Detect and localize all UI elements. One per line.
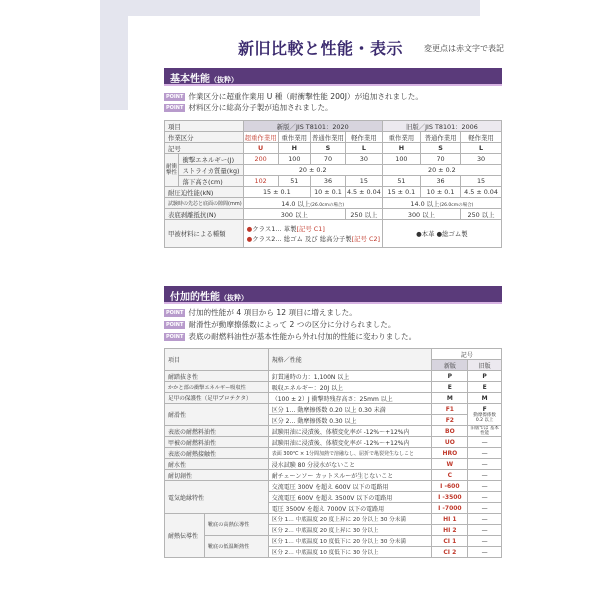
table-corner: 項目 bbox=[165, 121, 244, 132]
section-additional-title: 付加的性能 bbox=[170, 292, 220, 303]
col-header-symbol: 記号 bbox=[432, 349, 502, 360]
point-item bbox=[164, 331, 416, 342]
point-text: 作業区分に超重作業用 U 種（耐衝撃性能 200J）が追加されました。 bbox=[188, 92, 423, 101]
row-spec: 区分 2… 動摩擦係数 0.30 以上 bbox=[268, 415, 432, 426]
cell: L bbox=[461, 143, 502, 154]
col-header-old: 旧版 bbox=[468, 360, 502, 371]
row-spec: 表面 300℃ × 1分間加熱で溶融なし、屈折で亀裂発生なしこと bbox=[268, 448, 432, 459]
point-item bbox=[164, 102, 333, 113]
point-badge: POINT bbox=[166, 309, 184, 316]
material-2: クラス2… 総ゴム 及び 総高分子製 bbox=[252, 234, 352, 243]
new-version-header: 新版／JIS T8101：2020 bbox=[243, 121, 382, 132]
material-2-code: [記号 C2] bbox=[351, 234, 380, 243]
old-symbol-text: F bbox=[482, 406, 487, 413]
row-old-symbol: — bbox=[468, 459, 502, 470]
row-spec: （100 ± 2）J 衝撃時残存高さ：25mm 以上 bbox=[268, 393, 432, 404]
cell: 4.5 ± 0.04 bbox=[461, 187, 502, 198]
cell: 51 bbox=[382, 176, 420, 187]
row-spec: 電圧 3500V を超え 7000V 以下の電路用 bbox=[268, 503, 432, 514]
row-old-symbol: — bbox=[468, 470, 502, 481]
row-sublabel: 靴底の高熱伝導性 bbox=[204, 514, 268, 536]
row-label: 試験時の先芯と底面の隙間(mm) bbox=[165, 198, 244, 209]
point-badge: POINT bbox=[166, 321, 184, 328]
cell: H bbox=[278, 143, 310, 154]
row-new-symbol: P bbox=[432, 371, 468, 382]
material-1-code: [記号 C1] bbox=[296, 224, 325, 233]
cell: U bbox=[243, 143, 278, 154]
cell: L bbox=[345, 143, 382, 154]
row-old-symbol: — bbox=[468, 437, 502, 448]
row-new-symbol: HI 2 bbox=[432, 525, 468, 536]
row-spec: 試験用油に浸漬後、体積変化率が -12%〜+12%内 bbox=[268, 426, 432, 437]
cell: 超重作業用 bbox=[244, 133, 277, 142]
bullet-icon: ● bbox=[246, 224, 253, 233]
row-label: 耐熱伝導性 bbox=[165, 514, 205, 558]
cell: 70 bbox=[311, 154, 346, 165]
row-spec: 区分 1… 中底温度 20 度上昇に 20 分以上 30 分未満 bbox=[268, 514, 432, 525]
row-spec: 交流電圧 300V を超え 600V 以下の電路用 bbox=[268, 481, 432, 492]
slip-note: 動摩擦係数 0.2 以上 bbox=[473, 413, 496, 423]
cell: 重作業用 bbox=[382, 132, 420, 143]
row-spec: 吸収エネルギー：20J 以上 bbox=[268, 382, 432, 393]
row-new-symbol: W bbox=[432, 459, 468, 470]
row-label: 甲被の耐燃料油性 bbox=[165, 437, 269, 448]
row-label: 足甲の保護性（足甲プロテクタ） bbox=[165, 393, 269, 404]
row-label: 耐滑性 bbox=[165, 404, 269, 426]
cell: ●本革 ●総ゴム製 bbox=[382, 220, 501, 248]
row-spec: 区分 1… 中底温度 10 度低下に 20 分以上 30 分未満 bbox=[268, 536, 432, 547]
row-label: 耐踏抜き性 bbox=[165, 371, 269, 382]
gap-value: 14.0 以上 bbox=[281, 199, 311, 208]
row-new-symbol: F1 bbox=[432, 404, 468, 415]
cell: 100 bbox=[382, 154, 420, 165]
cell: 70 bbox=[421, 154, 461, 165]
cell: 軽作業用 bbox=[345, 132, 382, 143]
gap-value: 14.0 以上 bbox=[410, 199, 440, 208]
cell: 10 ± 0.1 bbox=[311, 187, 346, 198]
cell: 250 以上 bbox=[345, 209, 382, 220]
point-text: 付加的性能が 4 項目から 12 項目に増えました。 bbox=[188, 308, 357, 317]
point-text: 材料区分に総高分子製が追加されました。 bbox=[188, 103, 333, 112]
cell: 36 bbox=[421, 176, 461, 187]
cell: 30 bbox=[461, 154, 502, 165]
cell: 36 bbox=[311, 176, 346, 187]
row-old-symbol: P bbox=[468, 371, 502, 382]
row-label: 作業区分 bbox=[165, 132, 244, 143]
point-badge: POINT bbox=[166, 333, 184, 340]
row-new-symbol: I -3500 bbox=[432, 492, 468, 503]
point-badge: POINT bbox=[166, 93, 184, 100]
row-old-symbol: — bbox=[468, 525, 502, 536]
cell: 102 bbox=[243, 176, 278, 187]
page-title: 新旧比較と性能・表示 bbox=[238, 39, 404, 58]
row-old-symbol: E bbox=[468, 382, 502, 393]
point-badge: POINT bbox=[166, 104, 184, 111]
cell: 51 bbox=[278, 176, 310, 187]
cell: 300 以上 bbox=[382, 209, 460, 220]
cell bbox=[382, 198, 501, 209]
row-old-symbol: — bbox=[468, 514, 502, 525]
row-new-symbol: C bbox=[432, 470, 468, 481]
cell: 200 bbox=[243, 154, 278, 165]
row-old-symbol: — bbox=[468, 448, 502, 459]
cell: 30 bbox=[345, 154, 382, 165]
row-spec: 試験用油に浸漬後、体積変化率が -12%〜+12%内 bbox=[268, 437, 432, 448]
basic-performance-table bbox=[164, 120, 502, 248]
row-label: 耐圧迫性能(kN) bbox=[165, 187, 244, 198]
cell: 20 ± 0.2 bbox=[243, 165, 382, 176]
cell bbox=[243, 220, 382, 248]
row-label: かかと部の衝撃エネルギー吸収性 bbox=[165, 382, 269, 393]
row-label: 甲被材料による種類 bbox=[165, 220, 244, 248]
row-new-symbol: BO bbox=[432, 426, 468, 437]
section-additional-header bbox=[164, 286, 502, 304]
point-item bbox=[164, 91, 423, 102]
cell: 重作業用 bbox=[278, 132, 310, 143]
row-spec: 区分 2… 中底温度 10 度低下に 30 分以上 bbox=[268, 547, 432, 558]
section-additional-suffix: （抜粋） bbox=[220, 294, 248, 302]
gap-note: (26.0cmの場合) bbox=[310, 202, 345, 208]
cell: 20 ± 0.2 bbox=[382, 165, 501, 176]
page-subtitle: 変更点は赤文字で表記 bbox=[424, 44, 504, 53]
cell: 15 bbox=[345, 176, 382, 187]
row-label: 耐切創性 bbox=[165, 470, 269, 481]
row-new-symbol: I -7000 bbox=[432, 503, 468, 514]
col-header-spec: 規格／性能 bbox=[268, 349, 432, 371]
point-item bbox=[164, 319, 395, 330]
row-old-symbol: — bbox=[468, 503, 502, 514]
row-label: 表底剥離抵抗(N) bbox=[165, 209, 244, 220]
cell: 15 bbox=[461, 176, 502, 187]
row-old-symbol: — bbox=[468, 492, 502, 503]
section-basic-header bbox=[164, 68, 502, 86]
cell: 15 ± 0.1 bbox=[382, 187, 420, 198]
row-new-symbol: HRO bbox=[432, 448, 468, 459]
additional-performance-table bbox=[164, 348, 502, 558]
row-new-symbol: F2 bbox=[432, 415, 468, 426]
row-old-symbol: M bbox=[468, 393, 502, 404]
row-label: 記号 bbox=[165, 143, 244, 154]
row-old-symbol: — bbox=[468, 536, 502, 547]
point-item bbox=[164, 307, 357, 318]
row-label: 表底の耐熱接触性 bbox=[165, 448, 269, 459]
cell bbox=[243, 198, 382, 209]
row-new-symbol: UO bbox=[432, 437, 468, 448]
decor-frame-left bbox=[100, 0, 128, 110]
row-old-symbol: — bbox=[468, 547, 502, 558]
cell: 4.5 ± 0.04 bbox=[346, 188, 381, 196]
row-old-symbol: — bbox=[468, 481, 502, 492]
row-new-symbol: E bbox=[432, 382, 468, 393]
old-version-header: 旧版／JIS T8101：2006 bbox=[382, 121, 501, 132]
gap-note: (26.0cmの場合) bbox=[439, 202, 474, 208]
cell: 10 ± 0.1 bbox=[421, 187, 461, 198]
row-spec: 交流電圧 600V を超え 3500V 以下の電路用 bbox=[268, 492, 432, 503]
section-basic-suffix: （抜粋） bbox=[210, 76, 238, 84]
row-new-symbol: I -600 bbox=[432, 481, 468, 492]
row-spec: 区分 1… 動摩擦係数 0.20 以上 0.30 未満 bbox=[268, 404, 432, 415]
col-header-new: 新版 bbox=[432, 360, 468, 371]
row-spec: 浸水試験 80 分浸水がないこと bbox=[268, 459, 432, 470]
row-label: 耐水性 bbox=[165, 459, 269, 470]
row-group-label: 耐衝撃性 bbox=[165, 154, 179, 187]
row-new-symbol: M bbox=[432, 393, 468, 404]
cell: 100 bbox=[278, 154, 310, 165]
material-1: クラス1… 革製 bbox=[252, 224, 297, 233]
row-label: 落下高さ(cm) bbox=[179, 176, 243, 187]
row-label: 表底の耐燃料油性 bbox=[165, 426, 269, 437]
row-spec: 区分 2… 中底温度 20 度上昇に 30 分以上 bbox=[268, 525, 432, 536]
cell: 15 ± 0.1 bbox=[243, 187, 310, 198]
row-spec: 釘貫通時の力：1,100N 以上 bbox=[268, 371, 432, 382]
row-new-symbol: HI 1 bbox=[432, 514, 468, 525]
point-text: 表底の耐燃料油性が基本性能から外れ付加的性能に変わりました。 bbox=[188, 332, 417, 341]
cell: 普通作業用 bbox=[312, 133, 344, 142]
row-old-note: 旧版では 基本性能 bbox=[468, 426, 502, 437]
section-basic-title: 基本性能 bbox=[170, 74, 210, 85]
cell: S bbox=[311, 143, 346, 154]
row-new-symbol: CI 2 bbox=[432, 547, 468, 558]
decor-frame-top bbox=[100, 0, 480, 16]
row-label: ストライカ質量(kg) bbox=[179, 165, 243, 176]
cell: 普通作業用 bbox=[421, 132, 461, 143]
row-old-symbol bbox=[468, 404, 502, 426]
cell: 250 以上 bbox=[461, 209, 502, 220]
row-label: 衝撃エネルギー(J) bbox=[179, 154, 243, 165]
row-sublabel: 靴底の低温断熱性 bbox=[204, 536, 268, 558]
row-spec: 耐チェーンソー カットスルーが生じないこと bbox=[268, 470, 432, 481]
cell: S bbox=[421, 143, 461, 154]
cell: 軽作業用 bbox=[461, 132, 502, 143]
row-label: 電気絶縁特性 bbox=[165, 481, 269, 514]
cell: 300 以上 bbox=[243, 209, 345, 220]
bullet-icon: ● bbox=[246, 234, 253, 243]
col-header-item: 項目 bbox=[165, 349, 269, 371]
row-new-symbol: CI 1 bbox=[432, 536, 468, 547]
cell: H bbox=[382, 143, 420, 154]
point-text: 耐滑性が動摩擦係数によって 2 つの区分に分けられました。 bbox=[188, 320, 396, 329]
